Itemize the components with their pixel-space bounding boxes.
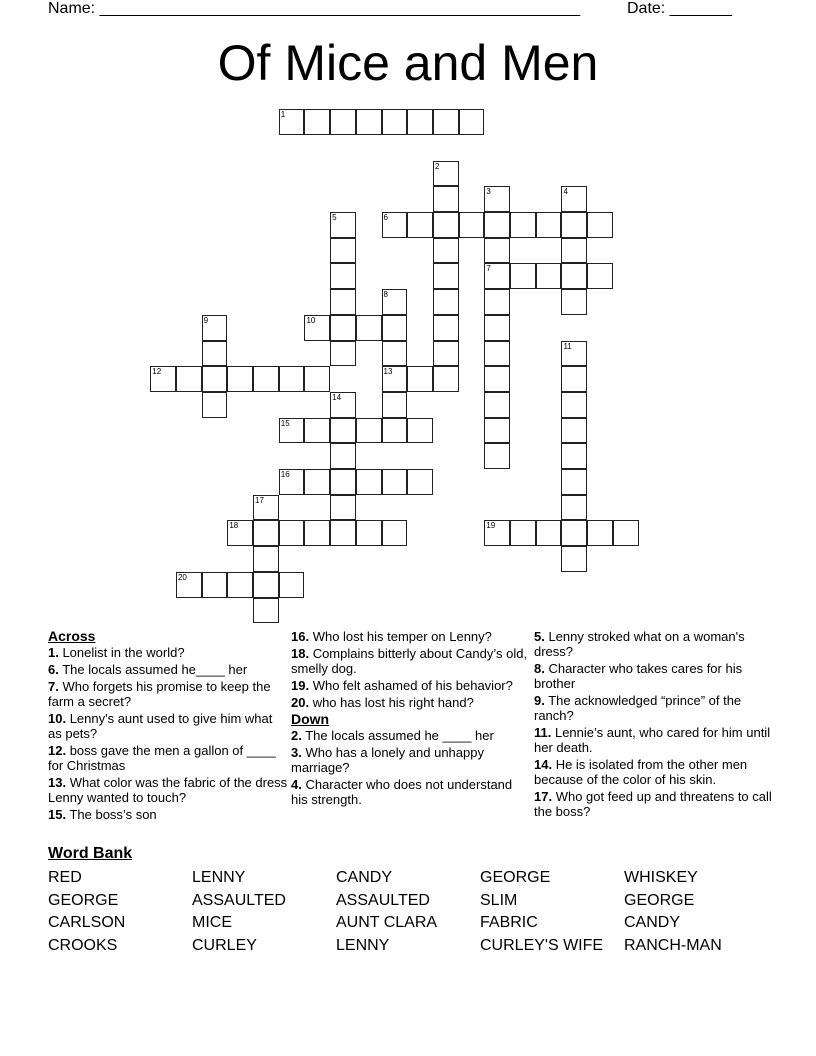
clue-text: Who got feed up and threatens to call the boss?: [534, 789, 772, 819]
grid-cell[interactable]: [382, 469, 408, 495]
grid-cell[interactable]: [484, 289, 510, 315]
grid-cell[interactable]: [433, 109, 459, 135]
grid-cell[interactable]: [484, 520, 510, 546]
grid-cell[interactable]: [382, 289, 408, 315]
clue-text: Lonelist in the world?: [58, 645, 185, 660]
down-clue: [534, 757, 774, 787]
grid-cell[interactable]: [330, 341, 356, 367]
grid-cell[interactable]: [202, 392, 228, 418]
clue-text: The acknowledged “prince” of the ranch?: [534, 693, 742, 723]
clue-number: 8.: [534, 661, 545, 676]
clue-text: Complains bitterly about Candy’s old, smelly dog.: [291, 646, 528, 676]
word-bank-title: Word Bank: [48, 845, 133, 862]
word-bank-item: AUNT CLARA: [336, 914, 438, 932]
grid-cell[interactable]: [356, 520, 382, 546]
grid-cell[interactable]: [304, 109, 330, 135]
word-bank-item: ASSAULTED: [336, 891, 430, 909]
grid-cell[interactable]: [561, 212, 587, 238]
grid-cell[interactable]: [382, 109, 408, 135]
word-bank-item: GEORGE: [48, 891, 119, 909]
clue-text: Who forgets his promise to keep the farm a secret?: [48, 679, 271, 709]
grid-cell[interactable]: [330, 469, 356, 495]
across-heading: Across: [48, 628, 96, 644]
grid-cell[interactable]: [407, 212, 433, 238]
grid-cell[interactable]: [279, 366, 305, 392]
word-bank-item: CROOKS: [48, 937, 118, 955]
across-clue: [48, 645, 288, 660]
grid-cell[interactable]: [330, 289, 356, 315]
word-bank-item: LENNY: [192, 869, 246, 886]
word-bank-item: MICE: [192, 914, 232, 932]
grid-cell[interactable]: [253, 520, 279, 546]
grid-cell[interactable]: [253, 546, 279, 572]
grid-cell[interactable]: [330, 263, 356, 289]
down-heading: Down: [291, 711, 330, 727]
grid-cell[interactable]: [279, 520, 305, 546]
grid-cell[interactable]: [279, 572, 305, 598]
down-clue: [534, 789, 774, 819]
clue-number: 3: [486, 187, 491, 197]
word-bank-item: CARLSON: [48, 914, 126, 932]
grid-cell[interactable]: [561, 418, 587, 444]
grid-cell[interactable]: [202, 366, 228, 392]
across-clue: [48, 775, 288, 805]
clue-number: 14: [332, 392, 342, 402]
word-bank-item: WHISKEY: [624, 869, 698, 886]
down-clue: [291, 745, 531, 775]
grid-cell[interactable]: [484, 212, 510, 238]
grid-cell[interactable]: [510, 263, 536, 289]
grid-cell[interactable]: [304, 366, 330, 392]
word-bank-item: CURLEY'S WIFE: [480, 937, 604, 955]
clue-text: He is isolated from the other men because of the color of his skin.: [534, 757, 748, 787]
grid-cell[interactable]: [279, 109, 305, 135]
clue-text: The locals assumed he____ her: [58, 662, 248, 677]
word-bank-item: CANDY: [336, 869, 393, 886]
grid-cell[interactable]: [433, 186, 459, 212]
grid-cell[interactable]: [484, 392, 510, 418]
grid-cell[interactable]: [253, 598, 279, 624]
across-clue: [48, 807, 288, 822]
grid-cell[interactable]: [202, 315, 228, 341]
clue-number: 16.: [291, 629, 310, 644]
clue-number: 18: [229, 521, 239, 531]
grid-cell[interactable]: [330, 315, 356, 341]
clue-text: Who felt ashamed of his behavior?: [309, 678, 513, 693]
grid-cell[interactable]: [382, 212, 408, 238]
across-clue: [291, 629, 531, 644]
word-bank-item: CURLEY: [192, 937, 257, 955]
grid-cell[interactable]: [330, 520, 356, 546]
clue-text: The locals assumed he ____ her: [301, 728, 494, 743]
clue-number: 16: [280, 470, 290, 480]
grid-cell[interactable]: [382, 520, 408, 546]
clue-number: 19.: [291, 678, 310, 693]
clue-text: Lennie’s aunt, who cared for him until her death.: [534, 725, 771, 755]
grid-cell[interactable]: [484, 186, 510, 212]
grid-cell[interactable]: [484, 418, 510, 444]
clue-number: 1: [280, 110, 286, 120]
clue-number: 12.: [48, 743, 67, 758]
grid-cell[interactable]: [433, 366, 459, 392]
grid-cell[interactable]: [433, 212, 459, 238]
down-clue: [534, 725, 774, 755]
grid-cell[interactable]: [330, 392, 356, 418]
clue-text: Who has a lonely and unhappy marriage?: [291, 745, 484, 775]
down-clue: [534, 693, 774, 723]
grid-cell[interactable]: [330, 212, 356, 238]
clue-number: 3.: [291, 745, 302, 760]
grid-cell[interactable]: [433, 263, 459, 289]
grid-cell[interactable]: [279, 418, 305, 444]
grid-cell[interactable]: [561, 469, 587, 495]
clue-text: who has lost his right hand?: [309, 695, 474, 710]
clue-number: 2: [434, 161, 440, 171]
grid-cell[interactable]: [561, 289, 587, 315]
clue-number: 18.: [291, 646, 310, 661]
grid-cell[interactable]: [561, 366, 587, 392]
clues-column-1: [48, 629, 288, 824]
grid-cell[interactable]: [587, 520, 613, 546]
clue-text: What color was the fabric of the dress Lenny wanted to touch?: [48, 775, 288, 805]
clue-number: 8: [383, 290, 388, 300]
word-bank-item: RED: [48, 869, 82, 886]
clue-number: 17.: [534, 789, 553, 804]
grid-cell[interactable]: [330, 443, 356, 469]
grid-cell[interactable]: [459, 109, 485, 135]
clue-number: 6: [383, 213, 388, 223]
word-bank-item: RANCH-MAN: [624, 937, 722, 955]
clue-text: Lenny stroked what on a woman's dress?: [534, 629, 745, 659]
grid-cell[interactable]: [484, 238, 510, 264]
grid-cell[interactable]: [561, 238, 587, 264]
clue-text: Who lost his temper on Lenny?: [309, 629, 492, 644]
grid-cell[interactable]: [279, 469, 305, 495]
clue-number: 1.: [48, 645, 59, 660]
grid-cell[interactable]: [561, 520, 587, 546]
grid-cell[interactable]: [561, 341, 587, 367]
grid-cell[interactable]: [484, 341, 510, 367]
clue-number: 11: [563, 341, 572, 351]
clue-number: 10: [306, 315, 316, 325]
clue-number: 7.: [48, 679, 59, 694]
grid-cell[interactable]: [304, 418, 330, 444]
grid-cell[interactable]: [561, 546, 587, 572]
clue-number: 5: [332, 213, 337, 223]
grid-cell[interactable]: [561, 443, 587, 469]
grid-cell[interactable]: [227, 520, 253, 546]
clue-number: 15.: [48, 807, 67, 822]
clue-text: Character who takes cares for his brother: [534, 661, 743, 691]
grid-cell[interactable]: [253, 495, 279, 521]
grid-cell[interactable]: [202, 572, 228, 598]
grid-cell[interactable]: [587, 212, 613, 238]
grid-cell[interactable]: [150, 366, 176, 392]
grid-cell[interactable]: [330, 418, 356, 444]
grid-cell[interactable]: [253, 572, 279, 598]
page-title: Of Mice and Men: [217, 35, 599, 91]
clue-number: 20.: [291, 695, 310, 710]
clue-number: 5.: [534, 629, 545, 644]
clue-text: boss gave the men a gallon of ____ for Christmas: [48, 743, 276, 773]
clue-text: Lenny's aunt used to give him what as pets?: [48, 711, 273, 741]
across-clue: [48, 711, 288, 741]
grid-cell[interactable]: [433, 315, 459, 341]
grid-cell[interactable]: [433, 238, 459, 264]
down-clue: [534, 661, 774, 691]
clue-number: 12: [152, 367, 162, 377]
word-bank-item: FABRIC: [480, 914, 538, 932]
across-clue: [291, 646, 531, 676]
clue-number: 11.: [534, 725, 552, 740]
across-clue: [48, 662, 288, 677]
grid-cell[interactable]: [510, 520, 536, 546]
grid-cell[interactable]: [382, 392, 408, 418]
clue-number: 4.: [291, 777, 302, 792]
grid-cell[interactable]: [382, 315, 408, 341]
grid-cell[interactable]: [561, 263, 587, 289]
grid-cell[interactable]: [561, 392, 587, 418]
grid-cell[interactable]: [484, 443, 510, 469]
clue-number: 20: [177, 572, 187, 582]
grid-cell[interactable]: [407, 109, 433, 135]
clue-number: 13.: [48, 775, 67, 790]
grid-cell[interactable]: [561, 495, 587, 521]
clue-text: Character who does not understand his strength.: [291, 777, 513, 807]
grid-cell[interactable]: [510, 212, 536, 238]
word-bank-item: LENNY: [336, 937, 390, 955]
grid-cell[interactable]: [407, 469, 433, 495]
word-bank-item: ASSAULTED: [192, 891, 286, 909]
date-field[interactable]: Date: _______: [627, 0, 732, 17]
grid-cell[interactable]: [382, 341, 408, 367]
clue-number: 13: [383, 367, 393, 377]
grid-cell[interactable]: [304, 520, 330, 546]
grid-cell[interactable]: [304, 315, 330, 341]
grid-cell[interactable]: [304, 469, 330, 495]
grid-cell[interactable]: [356, 469, 382, 495]
grid-cell[interactable]: [176, 572, 202, 598]
grid-cell[interactable]: [561, 186, 587, 212]
grid-cell[interactable]: [253, 366, 279, 392]
grid-cell[interactable]: [484, 366, 510, 392]
grid-cell[interactable]: [356, 315, 382, 341]
grid-cell[interactable]: [536, 212, 562, 238]
grid-cell[interactable]: [330, 238, 356, 264]
grid-cell[interactable]: [407, 418, 433, 444]
grid-cell[interactable]: [587, 263, 613, 289]
clue-number: 9: [203, 315, 209, 325]
grid-cell[interactable]: [433, 341, 459, 367]
across-clue: [48, 743, 288, 773]
word-bank-item: SLIM: [480, 891, 518, 909]
clue-number: 17: [255, 495, 264, 505]
word-bank-item: CANDY: [624, 914, 681, 932]
grid-cell[interactable]: [202, 341, 228, 367]
grid-cell[interactable]: [433, 289, 459, 315]
grid-cell[interactable]: [330, 495, 356, 521]
clue-number: 15: [280, 418, 290, 428]
clue-number: 2.: [291, 728, 302, 743]
grid-cell[interactable]: [433, 161, 459, 187]
word-bank-item: GEORGE: [624, 891, 695, 909]
grid-cell[interactable]: [459, 212, 485, 238]
grid-cell[interactable]: [356, 418, 382, 444]
clue-number: 14.: [534, 757, 553, 772]
word-bank-item: GEORGE: [480, 869, 551, 886]
clue-number: 7: [486, 264, 491, 274]
grid-cell[interactable]: [176, 366, 202, 392]
grid-cell[interactable]: [382, 418, 408, 444]
clue-number: 9.: [534, 693, 545, 708]
grid-cell[interactable]: [356, 109, 382, 135]
grid-cell[interactable]: [484, 315, 510, 341]
across-clue: [291, 678, 531, 693]
clue-number: 10.: [48, 711, 67, 726]
clue-number: 4: [563, 187, 568, 197]
grid-cell[interactable]: [484, 263, 510, 289]
word-bank: [48, 867, 768, 958]
down-clue: [534, 629, 774, 659]
clues-column-2: [291, 629, 531, 809]
grid-cell[interactable]: [227, 572, 253, 598]
grid-cell[interactable]: [330, 109, 356, 135]
across-clue: [291, 695, 531, 710]
down-clue: [291, 777, 531, 807]
clue-text: The boss’s son: [66, 807, 157, 822]
clue-number: 19: [486, 521, 496, 531]
grid-cell[interactable]: [227, 366, 253, 392]
clue-number: 6.: [48, 662, 59, 677]
grid-cell[interactable]: [613, 520, 639, 546]
grid-cell[interactable]: [382, 366, 408, 392]
grid-cell[interactable]: [407, 366, 433, 392]
name-field[interactable]: Name: ______________________________________________________: [48, 0, 581, 17]
across-clue: [48, 679, 288, 709]
down-clue: [291, 728, 531, 743]
grid-cell[interactable]: [536, 520, 562, 546]
clues-column-3: [534, 629, 774, 821]
grid-cell[interactable]: [536, 263, 562, 289]
